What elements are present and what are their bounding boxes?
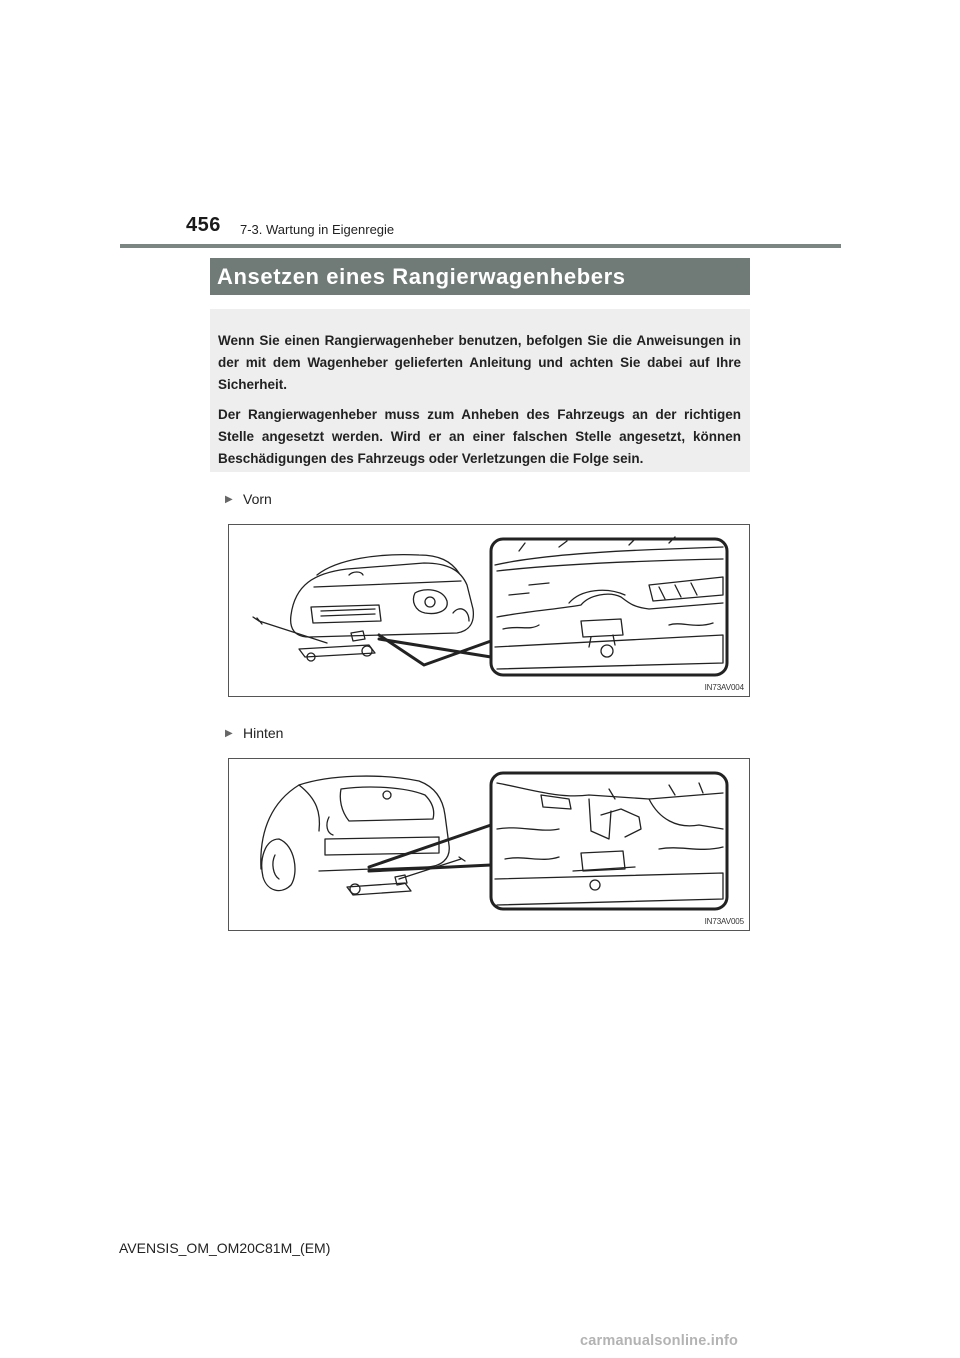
footer-doc-id: AVENSIS_OM_OM20C81M_(EM) (119, 1240, 331, 1256)
page-title: Ansetzen eines Rangierwagenhebers (217, 264, 626, 289)
rear-jack-illustration (229, 759, 749, 930)
watermark: carmanualsonline.info (580, 1333, 739, 1349)
front-jack-illustration (229, 525, 749, 696)
front-heading-label: Vorn (243, 491, 272, 507)
front-heading (225, 491, 272, 507)
triangle-bullet-icon: ▶ (225, 727, 233, 739)
rear-figure (228, 758, 750, 931)
info-paragraph-2: Der Rangierwagenheber muss zum Anheben des Fahrzeugs an der richtigen Stelle angesetzt werden. Wird er an einer falschen Stelle angesetzt, können Beschädigungen des Fahrzeugs oder Verletzungen die Folge sein. (218, 407, 741, 466)
title-bar (210, 258, 750, 295)
header-rule (120, 244, 841, 248)
front-figure-code: IN73AV004 (704, 683, 744, 692)
front-figure (228, 524, 750, 697)
rear-heading (225, 725, 283, 741)
info-box (210, 309, 750, 472)
info-paragraph-1: Wenn Sie einen Rangierwagenheber benutzen, befolgen Sie die Anweisungen in der mit dem Wagenheber gelieferten Anleitung und achten Sie dabei auf Ihre Sicherheit. (218, 333, 741, 392)
section-label: 7-3. Wartung in Eigenregie (240, 222, 395, 237)
page-number: 456 (186, 214, 221, 236)
rear-figure-code: IN73AV005 (704, 917, 744, 926)
triangle-bullet-icon: ▶ (225, 493, 233, 505)
rear-heading-label: Hinten (243, 725, 284, 741)
